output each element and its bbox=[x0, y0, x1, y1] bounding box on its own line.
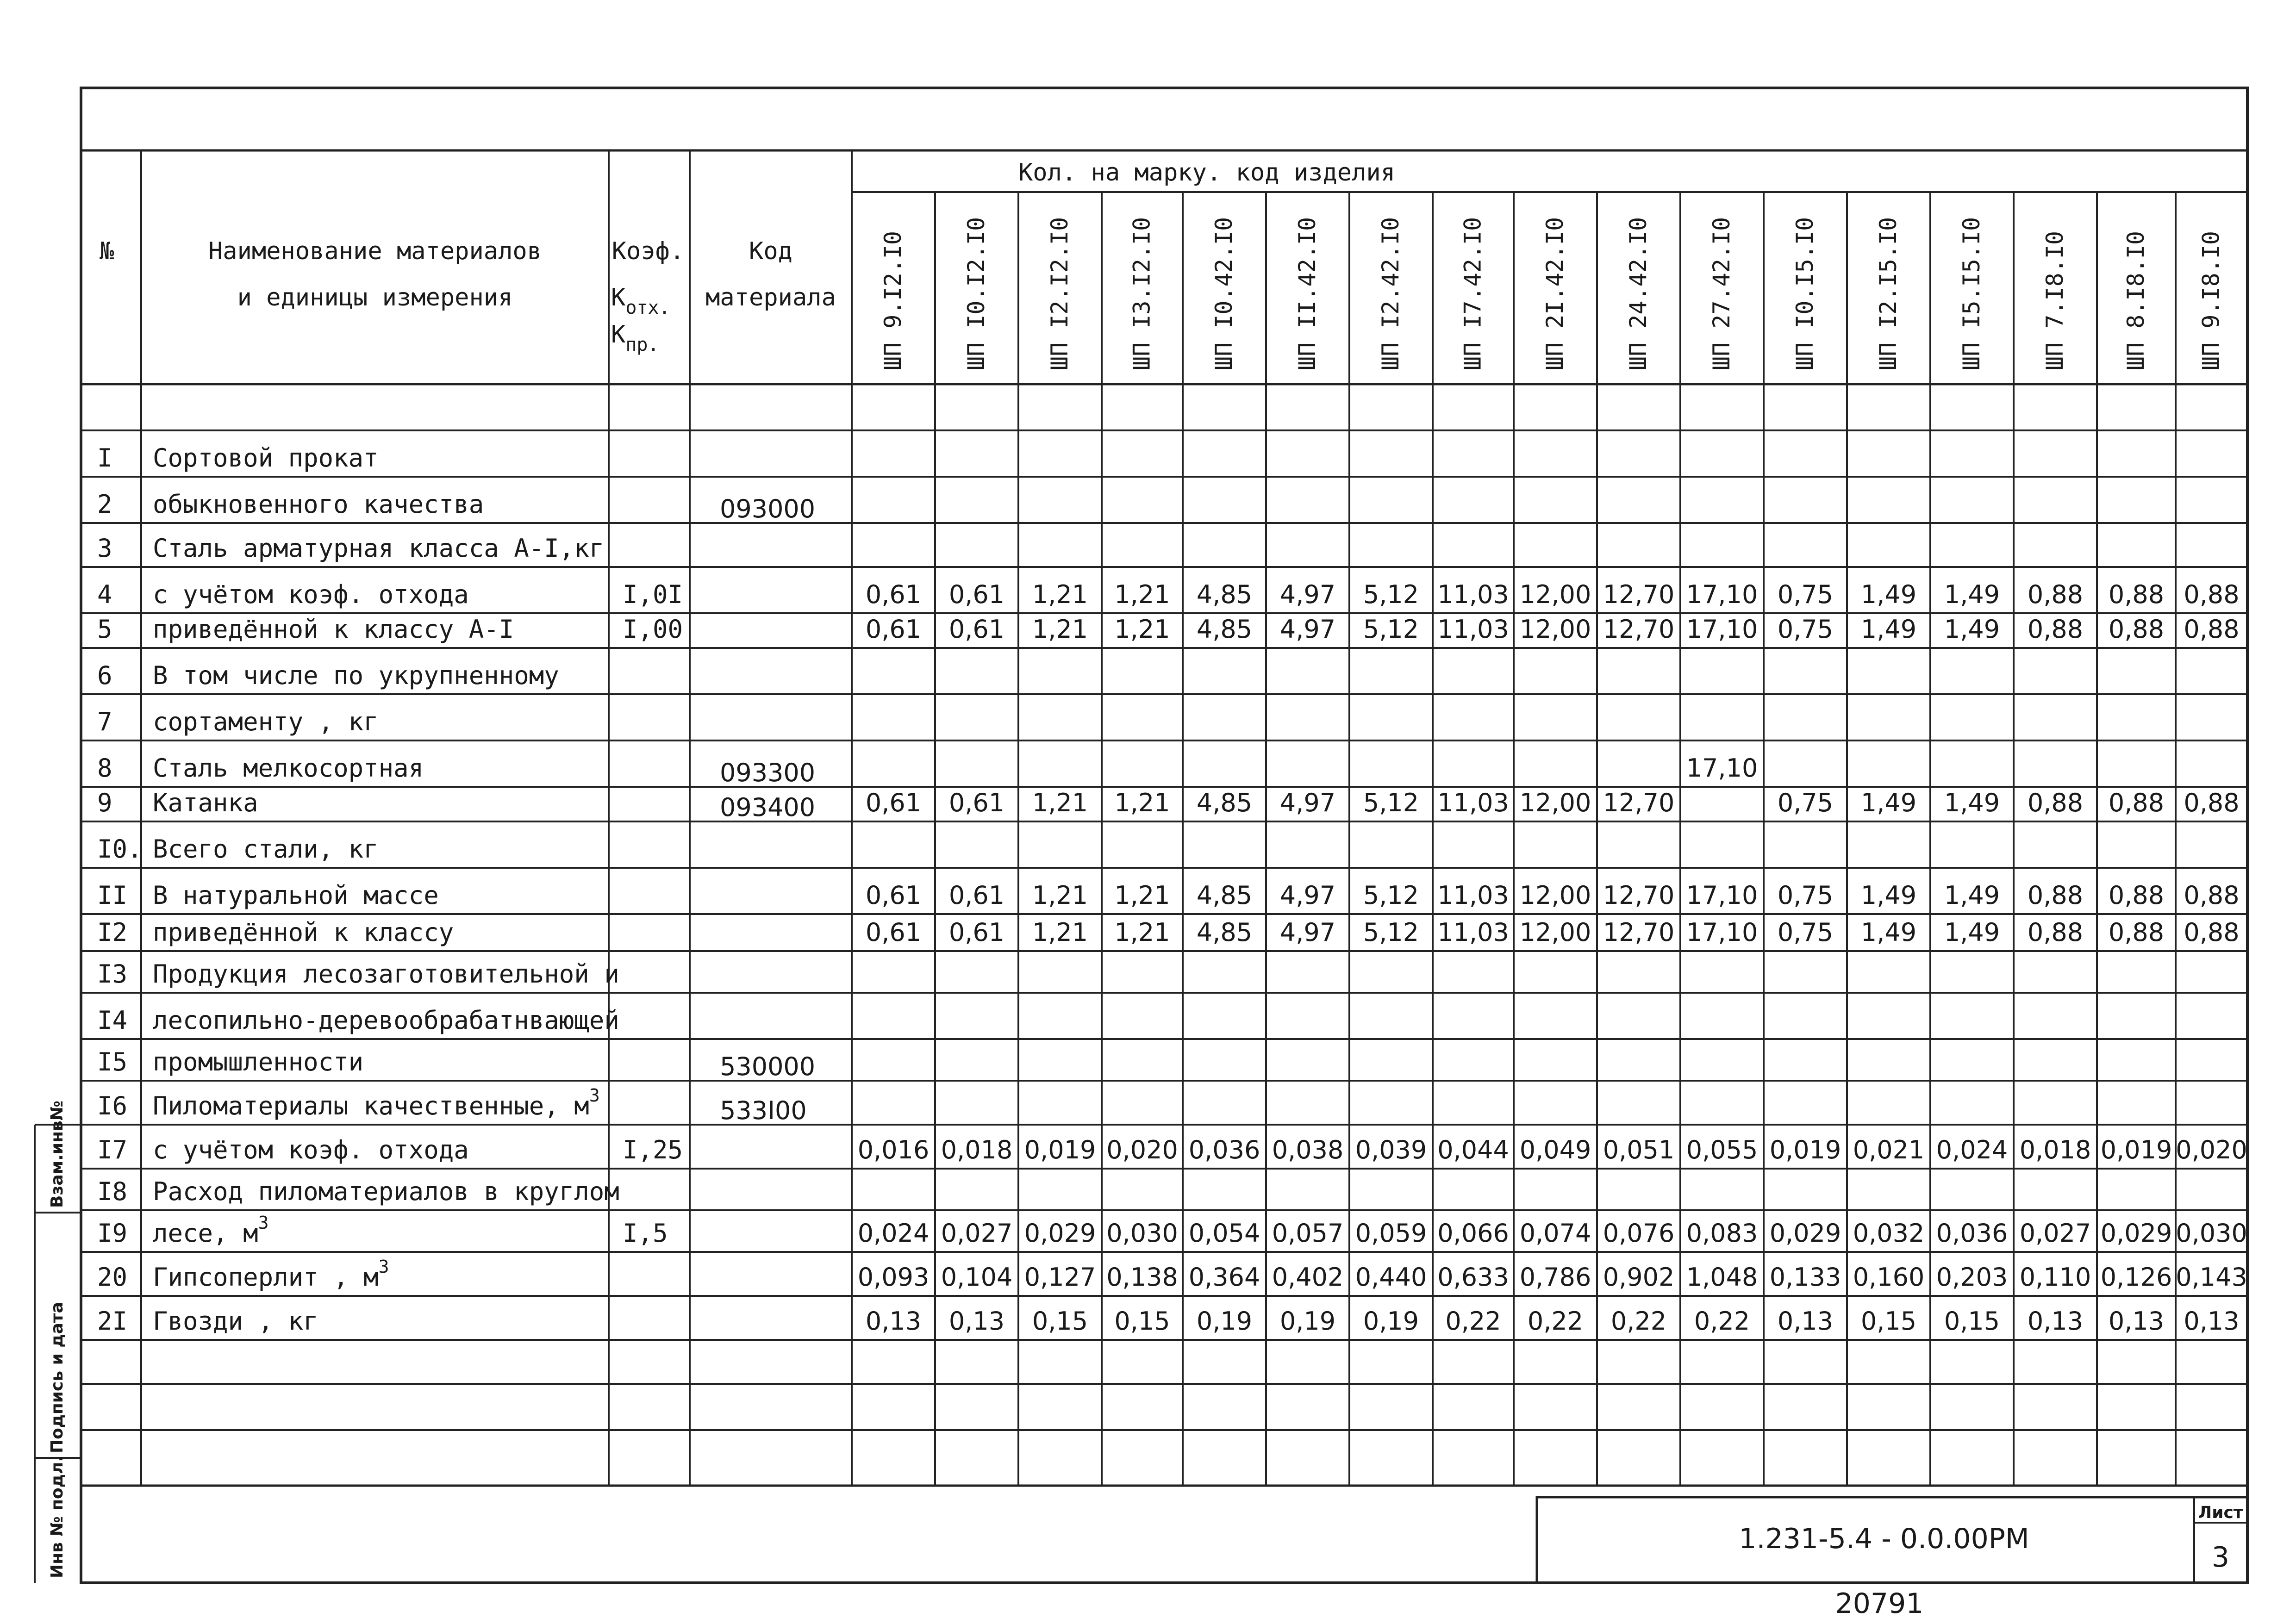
value-cell: 11,03 bbox=[1437, 615, 1509, 644]
row-code-15: 533I00 bbox=[720, 1096, 807, 1125]
value-cell: 0,88 bbox=[2108, 881, 2165, 910]
row-no-6: 7 bbox=[97, 707, 112, 736]
product-code-11: ШП I0.I5.I0 bbox=[1791, 217, 1818, 370]
header-koef-pr-base: К bbox=[611, 321, 626, 348]
header-code-2: материала bbox=[705, 284, 836, 311]
value-cell: 1,49 bbox=[1944, 615, 2000, 644]
header-group-title: Кол. на марку. код изделия bbox=[1018, 159, 1395, 187]
value-cell: 1,21 bbox=[1114, 788, 1170, 817]
value-cell: 17,10 bbox=[1686, 881, 1758, 910]
value-cell: 12,70 bbox=[1603, 615, 1675, 644]
value-cell: 0,038 bbox=[1272, 1135, 1344, 1164]
row-name-8: Катанка bbox=[153, 788, 258, 817]
row-name-3: с учётом коэф. отхода bbox=[153, 580, 469, 609]
value-cell: 0,440 bbox=[1355, 1263, 1427, 1292]
value-cell: 0,036 bbox=[1188, 1135, 1260, 1164]
value-cell: 0,19 bbox=[1279, 1307, 1336, 1336]
value-cell: 0,019 bbox=[2100, 1135, 2172, 1164]
side-sign-label: Подпись и дата bbox=[48, 1302, 67, 1453]
row-no-11: I2 bbox=[97, 918, 128, 947]
product-code-5: ШП II.42.I0 bbox=[1294, 217, 1321, 370]
value-cell: 0,083 bbox=[1686, 1219, 1758, 1248]
value-cell: 0,13 bbox=[948, 1307, 1005, 1336]
row-no-20: 2I bbox=[97, 1307, 128, 1336]
value-cell: 5,12 bbox=[1363, 788, 1419, 817]
value-cell: 0,13 bbox=[2184, 1307, 2240, 1336]
value-cell: 0,15 bbox=[1860, 1307, 1917, 1336]
header-koef-otx-base: К bbox=[611, 284, 626, 311]
value-cell: 0,61 bbox=[948, 615, 1005, 644]
row-no-15: I6 bbox=[97, 1091, 128, 1120]
value-cell: 0,039 bbox=[1355, 1135, 1427, 1164]
row-name-14: промышленности bbox=[153, 1047, 364, 1076]
row-name-sup-15: 3 bbox=[589, 1085, 600, 1106]
row-no-9: I0. bbox=[97, 834, 143, 864]
value-cell: 0,032 bbox=[1853, 1219, 1925, 1248]
row-code-1: 093000 bbox=[720, 494, 816, 523]
value-cell: 0,13 bbox=[865, 1307, 922, 1336]
row-name-12: Продукция лесозаготовительной и bbox=[153, 959, 619, 989]
value-cell: 0,88 bbox=[2184, 881, 2240, 910]
row-code-7: 093300 bbox=[720, 758, 816, 787]
product-code-7: ШП I7.42.I0 bbox=[1459, 217, 1486, 370]
stamp-sheet-label: Лист bbox=[2198, 1503, 2243, 1522]
value-cell: 0,88 bbox=[2027, 788, 2084, 817]
value-cell: 5,12 bbox=[1363, 918, 1419, 947]
value-cell: 0,024 bbox=[857, 1219, 930, 1248]
row-name-11: приведённой к классу bbox=[153, 918, 454, 947]
value-cell: 0,030 bbox=[2176, 1219, 2247, 1248]
value-cell: 12,00 bbox=[1519, 788, 1591, 817]
value-cell: 0,22 bbox=[1694, 1307, 1750, 1336]
value-cell: 4,85 bbox=[1196, 580, 1253, 609]
value-cell: 1,21 bbox=[1114, 918, 1170, 947]
value-cell: 12,70 bbox=[1603, 580, 1675, 609]
value-cell: 1,49 bbox=[1944, 881, 2000, 910]
row-no-4: 5 bbox=[97, 615, 112, 644]
row-no-2: 3 bbox=[97, 534, 112, 563]
value-cell: 1,21 bbox=[1032, 615, 1088, 644]
sheet-border bbox=[81, 88, 2247, 1583]
value-cell: 4,85 bbox=[1196, 615, 1253, 644]
value-cell: 0,75 bbox=[1777, 918, 1834, 947]
value-cell: 1,49 bbox=[1860, 580, 1917, 609]
value-cell: 0,88 bbox=[2184, 615, 2240, 644]
value-cell: 5,12 bbox=[1363, 580, 1419, 609]
value-cell: 0,22 bbox=[1445, 1307, 1501, 1336]
value-cell: 0,027 bbox=[941, 1219, 1013, 1248]
row-name-1: обыкновенного качества bbox=[153, 490, 484, 519]
row-name-6: сортаменту , кг bbox=[153, 707, 379, 736]
value-cell: 12,00 bbox=[1519, 615, 1591, 644]
product-code-0: ШП 9.I2.I0 bbox=[880, 230, 906, 370]
value-cell: 12,70 bbox=[1603, 881, 1675, 910]
value-cell: 0,88 bbox=[2184, 788, 2240, 817]
value-cell: 0,019 bbox=[1024, 1135, 1096, 1164]
value-cell: 0,049 bbox=[1519, 1135, 1591, 1164]
row-coef-3: I,0I bbox=[623, 580, 683, 609]
value-cell: 0,143 bbox=[2176, 1263, 2247, 1292]
row-name-9: Всего стали, кг bbox=[153, 834, 379, 864]
value-cell: 0,110 bbox=[2019, 1263, 2091, 1292]
row-name-0: Сортовой прокат bbox=[153, 443, 379, 473]
value-cell: 0,059 bbox=[1355, 1219, 1427, 1248]
stamp-designation: 1.231-5.4 - 0.0.00РМ bbox=[1739, 1523, 2029, 1555]
product-code-13: ШП I5.I5.I0 bbox=[1958, 217, 1985, 370]
value-cell: 4,97 bbox=[1279, 918, 1336, 947]
value-cell: 4,85 bbox=[1196, 788, 1253, 817]
value-cell: 12,00 bbox=[1519, 918, 1591, 947]
product-code-3: ШП I3.I2.I0 bbox=[1128, 217, 1155, 370]
value-cell: 1,21 bbox=[1032, 881, 1088, 910]
value-cell: 12,00 bbox=[1519, 580, 1591, 609]
row-name-sup-18: 3 bbox=[258, 1213, 269, 1233]
product-code-15: ШП 8.I8.I0 bbox=[2122, 230, 2149, 370]
value-cell: 0,036 bbox=[1936, 1219, 2008, 1248]
value-cell: 17,10 bbox=[1686, 615, 1758, 644]
value-cell: 0,076 bbox=[1603, 1219, 1675, 1248]
value-cell: 1,21 bbox=[1114, 580, 1170, 609]
value-cell: 0,88 bbox=[2027, 918, 2084, 947]
row-name-sup-19: 3 bbox=[378, 1257, 389, 1277]
value-cell: 0,61 bbox=[865, 788, 922, 817]
value-cell: 0,15 bbox=[1114, 1307, 1170, 1336]
row-name-2: Сталь арматурная класса А-I,кг bbox=[153, 534, 605, 563]
row-no-10: II bbox=[97, 881, 128, 910]
value-cell: 17,10 bbox=[1686, 918, 1758, 947]
value-cell: 0,61 bbox=[948, 881, 1005, 910]
product-code-9: ШП 24.42.I0 bbox=[1625, 217, 1652, 370]
product-code-6: ШП I2.42.I0 bbox=[1377, 217, 1404, 370]
row-name-15: Пиломатериалы качественные, $м^3$ bbox=[153, 1085, 600, 1120]
value-cell: 0,364 bbox=[1188, 1263, 1260, 1292]
value-cell: 0,029 bbox=[2100, 1219, 2172, 1248]
value-cell: 1,49 bbox=[1944, 580, 2000, 609]
row-no-8: 9 bbox=[97, 788, 112, 817]
value-cell: 0,75 bbox=[1777, 881, 1834, 910]
row-no-0: I bbox=[97, 443, 112, 473]
row-name-4: приведённой к классу А-I bbox=[153, 615, 514, 644]
value-cell: 0,018 bbox=[941, 1135, 1013, 1164]
row-name-20: Гвозди , кг bbox=[153, 1307, 318, 1336]
value-cell: 0,126 bbox=[2100, 1263, 2172, 1292]
value-cell: 0,61 bbox=[865, 615, 922, 644]
value-cell: 0,75 bbox=[1777, 788, 1834, 817]
value-cell: 0,020 bbox=[1106, 1135, 1178, 1164]
value-cell: 1,21 bbox=[1032, 918, 1088, 947]
value-cell: 0,018 bbox=[2019, 1135, 2091, 1164]
value-cell: 0,75 bbox=[1777, 580, 1834, 609]
row-no-16: I7 bbox=[97, 1135, 128, 1164]
value-cell: 0,13 bbox=[2027, 1307, 2084, 1336]
value-cell: 0,786 bbox=[1519, 1263, 1591, 1292]
header-koef-otx-sub: отх. bbox=[625, 297, 670, 318]
value-cell: 4,97 bbox=[1279, 881, 1336, 910]
value-cell: 0,044 bbox=[1437, 1135, 1509, 1164]
value-cell: 0,127 bbox=[1024, 1263, 1096, 1292]
value-cell: 0,029 bbox=[1024, 1219, 1096, 1248]
value-cell: 0,051 bbox=[1603, 1135, 1675, 1164]
value-cell: 0,19 bbox=[1196, 1307, 1253, 1336]
value-cell: 0,75 bbox=[1777, 615, 1834, 644]
row-no-1: 2 bbox=[97, 490, 112, 519]
side-vzam-label: Взам.инв№ bbox=[48, 1101, 67, 1208]
value-cell: 0,020 bbox=[2176, 1135, 2247, 1164]
product-code-2: ШП I2.I2.I0 bbox=[1046, 217, 1073, 370]
value-cell: 0,88 bbox=[2027, 580, 2084, 609]
value-cell: 0,030 bbox=[1106, 1219, 1178, 1248]
value-cell: 4,97 bbox=[1279, 615, 1336, 644]
value-cell: 0,88 bbox=[2108, 918, 2165, 947]
product-code-4: ШП I0.42.I0 bbox=[1210, 217, 1237, 370]
value-cell: 0,138 bbox=[1106, 1263, 1178, 1292]
value-cell: 0,22 bbox=[1610, 1307, 1667, 1336]
side-inv-label: Инв № подл. bbox=[48, 1456, 67, 1578]
value-cell: 0,13 bbox=[2108, 1307, 2165, 1336]
value-cell: 12,00 bbox=[1519, 881, 1591, 910]
value-cell: 0,61 bbox=[948, 918, 1005, 947]
value-cell: 0,019 bbox=[1769, 1135, 1841, 1164]
table-text bbox=[48, 159, 2247, 1620]
header-no: № bbox=[100, 237, 114, 265]
value-cell: 1,21 bbox=[1114, 881, 1170, 910]
value-cell: 1,21 bbox=[1114, 615, 1170, 644]
stamp-sheet-no: 3 bbox=[2211, 1541, 2230, 1574]
value-cell: 1,49 bbox=[1860, 881, 1917, 910]
product-code-8: ШП 2I.42.I0 bbox=[1541, 217, 1568, 370]
header-koef-pr bbox=[611, 321, 659, 355]
value-cell: 1,49 bbox=[1860, 918, 1917, 947]
row-no-7: 8 bbox=[97, 753, 112, 783]
product-code-16: ШП 9.I8.I0 bbox=[2197, 230, 2225, 370]
value-cell: 0,024 bbox=[1936, 1135, 2008, 1164]
row-name-10: В натуральной массе bbox=[153, 881, 439, 910]
value-cell: 0,88 bbox=[2108, 788, 2165, 817]
value-cell: 0,104 bbox=[941, 1263, 1013, 1292]
row-no-5: 6 bbox=[97, 661, 112, 690]
product-code-1: ШП I0.I2.I0 bbox=[963, 217, 990, 370]
row-code-14: 530000 bbox=[720, 1052, 816, 1081]
value-cell: 0,19 bbox=[1363, 1307, 1419, 1336]
value-cell: 0,61 bbox=[948, 580, 1005, 609]
value-cell: 0,88 bbox=[2184, 918, 2240, 947]
value-cell: 0,88 bbox=[2108, 615, 2165, 644]
value-cell: 0,402 bbox=[1272, 1263, 1344, 1292]
value-cell: 0,22 bbox=[1527, 1307, 1584, 1336]
value-cell: 0,88 bbox=[2108, 580, 2165, 609]
value-cell: 0,633 bbox=[1437, 1263, 1509, 1292]
value-cell: 0,093 bbox=[857, 1263, 930, 1292]
bottom-number: 20791 bbox=[1835, 1587, 1924, 1620]
value-cell: 17,10 bbox=[1686, 753, 1758, 783]
value-cell: 0,054 bbox=[1188, 1219, 1260, 1248]
value-cell: 0,133 bbox=[1769, 1263, 1841, 1292]
row-no-17: I8 bbox=[97, 1177, 128, 1206]
value-cell: 5,12 bbox=[1363, 881, 1419, 910]
row-name-17: Расход пиломатериалов в круглом bbox=[153, 1177, 619, 1206]
row-no-14: I5 bbox=[97, 1047, 128, 1076]
value-cell: 0,016 bbox=[857, 1135, 930, 1164]
value-cell: 1,49 bbox=[1860, 615, 1917, 644]
value-cell: 11,03 bbox=[1437, 918, 1509, 947]
row-no-18: I9 bbox=[97, 1219, 128, 1248]
value-cell: 0,15 bbox=[1944, 1307, 2000, 1336]
row-coef-16: I,25 bbox=[623, 1135, 683, 1164]
row-no-13: I4 bbox=[97, 1006, 128, 1035]
row-coef-4: I,00 bbox=[623, 615, 683, 644]
value-cell: 4,97 bbox=[1279, 788, 1336, 817]
value-cell: 0,029 bbox=[1769, 1219, 1841, 1248]
value-cell: 0,88 bbox=[2027, 615, 2084, 644]
value-cell: 1,49 bbox=[1860, 788, 1917, 817]
value-cell: 1,49 bbox=[1944, 788, 2000, 817]
row-name-7: Сталь мелкосортная bbox=[153, 753, 424, 783]
header-code: Код bbox=[749, 237, 792, 265]
value-cell: 1,49 bbox=[1944, 918, 2000, 947]
value-cell: 0,057 bbox=[1272, 1219, 1344, 1248]
value-cell: 0,61 bbox=[865, 918, 922, 947]
row-name-5: В том числе по укрупненному bbox=[153, 661, 559, 690]
row-name-13: лесопильно-деревообрабатнвающей bbox=[153, 1006, 619, 1035]
value-cell: 0,160 bbox=[1853, 1263, 1925, 1292]
value-cell: 0,066 bbox=[1437, 1219, 1509, 1248]
value-cell: 0,027 bbox=[2019, 1219, 2091, 1248]
value-cell: 11,03 bbox=[1437, 881, 1509, 910]
value-cell: 0,074 bbox=[1519, 1219, 1591, 1248]
row-name-18: лесе, $м^3$ bbox=[153, 1213, 269, 1248]
row-code-8: 093400 bbox=[720, 793, 816, 822]
header-name-line1: Наименование материалов bbox=[208, 237, 542, 265]
value-cell: 12,70 bbox=[1603, 918, 1675, 947]
value-cell: 11,03 bbox=[1437, 580, 1509, 609]
value-cell: 0,88 bbox=[2027, 881, 2084, 910]
value-cell: 0,021 bbox=[1853, 1135, 1925, 1164]
row-no-12: I3 bbox=[97, 959, 128, 989]
value-cell: 17,10 bbox=[1686, 580, 1758, 609]
value-cell: 0,88 bbox=[2184, 580, 2240, 609]
header-koef: Коэф. bbox=[611, 237, 685, 265]
row-name-19: Гипсоперлит , $м^3$ bbox=[153, 1257, 389, 1292]
row-no-19: 20 bbox=[97, 1263, 128, 1292]
header-koef-pr-sub: пр. bbox=[625, 334, 659, 355]
value-cell: 5,12 bbox=[1363, 615, 1419, 644]
value-cell: 1,048 bbox=[1686, 1263, 1758, 1292]
value-cell: 12,70 bbox=[1603, 788, 1675, 817]
value-cell: 0,61 bbox=[865, 580, 922, 609]
value-cell: 1,21 bbox=[1032, 788, 1088, 817]
value-cell: 0,61 bbox=[948, 788, 1005, 817]
product-code-10: ШП 27.42.I0 bbox=[1708, 217, 1735, 370]
header-name-line2: и единицы измерения bbox=[237, 284, 513, 311]
value-cell: 4,97 bbox=[1279, 580, 1336, 609]
row-name-16: с учётом коэф. отхода bbox=[153, 1135, 469, 1164]
product-code-14: ШП 7.I8.I0 bbox=[2041, 230, 2068, 370]
value-cell: 0,15 bbox=[1032, 1307, 1088, 1336]
value-cell: 11,03 bbox=[1437, 788, 1509, 817]
value-cell: 0,13 bbox=[1777, 1307, 1834, 1336]
value-cell: 1,21 bbox=[1032, 580, 1088, 609]
value-cell: 0,203 bbox=[1936, 1263, 2008, 1292]
product-code-12: ШП I2.I5.I0 bbox=[1875, 217, 1902, 370]
value-cell: 0,902 bbox=[1603, 1263, 1675, 1292]
header-koef-otx bbox=[611, 284, 670, 318]
value-cell: 4,85 bbox=[1196, 881, 1253, 910]
value-cell: 0,61 bbox=[865, 881, 922, 910]
row-no-3: 4 bbox=[97, 580, 112, 609]
value-cell: 4,85 bbox=[1196, 918, 1253, 947]
value-cell: 0,055 bbox=[1686, 1135, 1758, 1164]
row-coef-18: I,5 bbox=[623, 1219, 668, 1248]
